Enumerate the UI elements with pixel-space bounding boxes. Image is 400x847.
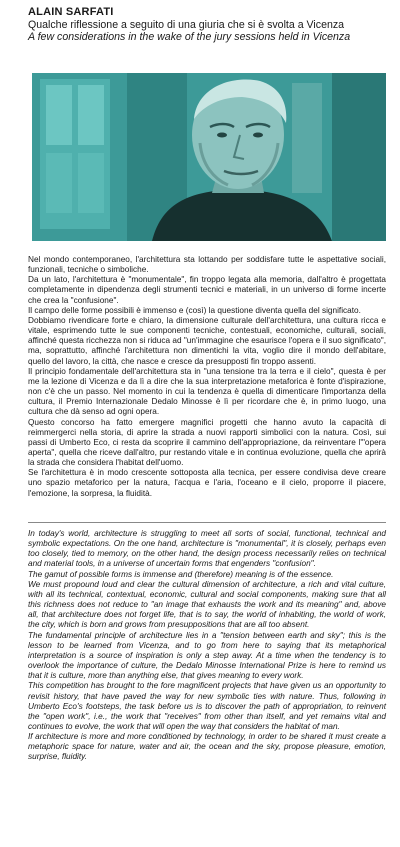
english-paragraph: The gamut of possible forms is immense and (therefore) meaning is of the essence. [28,569,334,579]
italian-text [28,255,386,499]
italian-paragraph: Da un lato, l'architettura è "monumentale", fin troppo legata alla memoria, dall'altro è progettata completamente in dipendenza degli strumenti tecnici e materiali, in un universo di forme incerte che crea la "confusione". [28,275,386,305]
english-paragraph: In today's world, architecture is struggling to meet all sorts of social, functional, technical and symbolic expectations. On the one hand, architecture is "monumental", it is closely, perhaps even too closely, tied to memory, on the other hand, the design process necessarily relies on technical and material tools, in a universe of uncertain forms that engenders "confusion". [28,529,386,569]
italian-paragraph: Se l'architettura è in modo crescente sottoposta alla tecnica, per essere condivisa deve creare uno spazio metaforico per la natura, l'acqua e l'aria, l'oceano e il cielo, proporre il piacere, l'emozione, la sorpresa, la fluidità. [28,468,386,498]
english-paragraph: We must propound loud and clear the cultural dimension of architecture, a rich and vital culture, with all its technical, contextual, economic, cultural and social components, making sure that all this richness does not reduce to "an image that exhausts the work and its meaning" and, above all, that architecture does not forget life, that is to say, the world of inhabiting, the world of work, the city, which is born and grows from presuppositions that are all too absent. [28,579,386,630]
italian-paragraph: Questo concorso ha fatto emergere magnifici progetti che hanno avuto la capacità di reimmergerci nella storia, di aprire la strada a nuovi rapporti simbolici con la natura. Così, sui passi di Umberto Eco, ci resta da scoprire il cammino dell'appropriazione, da reinventare l'"opera aperta", quella che riceve dall'altro, pur restando vitale e in continua evoluzione, quella che aprirà la strada che considera l'habitat dell'uomo. [28,417,386,468]
italian-paragraph: Nel mondo contemporaneo, l'architettura sta lottando per soddisfare tutte le aspettative sociali, funzionali, tecniche o simboliche. [28,255,386,275]
italian-paragraph: Il campo delle forme possibili è immenso e (così) la questione diventa quella del significato. [28,305,361,315]
english-text [28,529,386,763]
english-paragraph: This competition has brought to the fore magnificent projects that have given us an opportunity to revisit history, that have paved the way for new symbolic ties with nature. Thus, following in Umberto Eco's footsteps, the task before us is to discover the path of appropriation, to reinvent the "open work", i.e., the work that "receives" from other than itself, and yet remains vital and continues to evolve, the work that will open the way that considers the habitat of man. [28,681,386,731]
english-paragraph: The fundamental principle of architecture lies in a "tension between earth and sky"; this is the lesson to be learned from Vicenza, and to go from here to saying that its metaphorical interpretation is a source of inspiration is only a step away. At a time when the tendency is to overlook the importance of culture, the Dedalo Minosse International Prize is here to remind us that it is culture, more than anything else, that gives meaning to every work. [28,630,386,681]
subtitle-italian: Qualche riflessione a seguito di una giuria che si è svolta a Vicenza [28,19,345,31]
italian-paragraph: Dobbiamo rivendicare forte e chiaro, la dimensione culturale dell'architettura, una cultura ricca e vitale, esprimendo tutte le sue componenti tecniche, contestuali, economiche, culturali, sociali, affinché questa ricchezza non si riduca ad "un'immagine che esaurisce l'opera e il suo significato", ma, soprattutto, affinché l'architettura non dimentichi la vita, voglio dire il mondo dell'abitare, quello del lavoro, la città, che nasce e cresce da presupposti fin troppo assenti. [28,315,386,366]
author-name: ALAIN SARFATI [28,6,114,18]
english-paragraph: If architecture is more and more conditioned by technology, in order to be shared it must create a metaphoric space for nature, water and air, the ocean and the sky, propose pleasure, emotion, surprise, fluidity. [28,732,386,762]
subtitle-english: A few considerations in the wake of the jury sessions held in Vicenza [28,31,351,43]
article-header [28,6,394,43]
section-divider [28,522,386,523]
italian-paragraph: Il principio fondamentale dell'architettura sta in "una tensione tra la terra e il cielo", questa è per me la lezione di Vicenza e da lì a dire che la sua interpretazione metaforica è fonte d'ispirazione, non c'è che un passo. Nel momento in cui la tendenza è quella di dimenticare l'importanza della cultura, il Premio Internazionale Dedalo Minosse è lì per ricordare che è, in primo luogo, una cultura che dà senso ad ogni opera. [28,366,386,417]
portrait-illustration [32,73,386,241]
portrait-photo [32,73,386,241]
